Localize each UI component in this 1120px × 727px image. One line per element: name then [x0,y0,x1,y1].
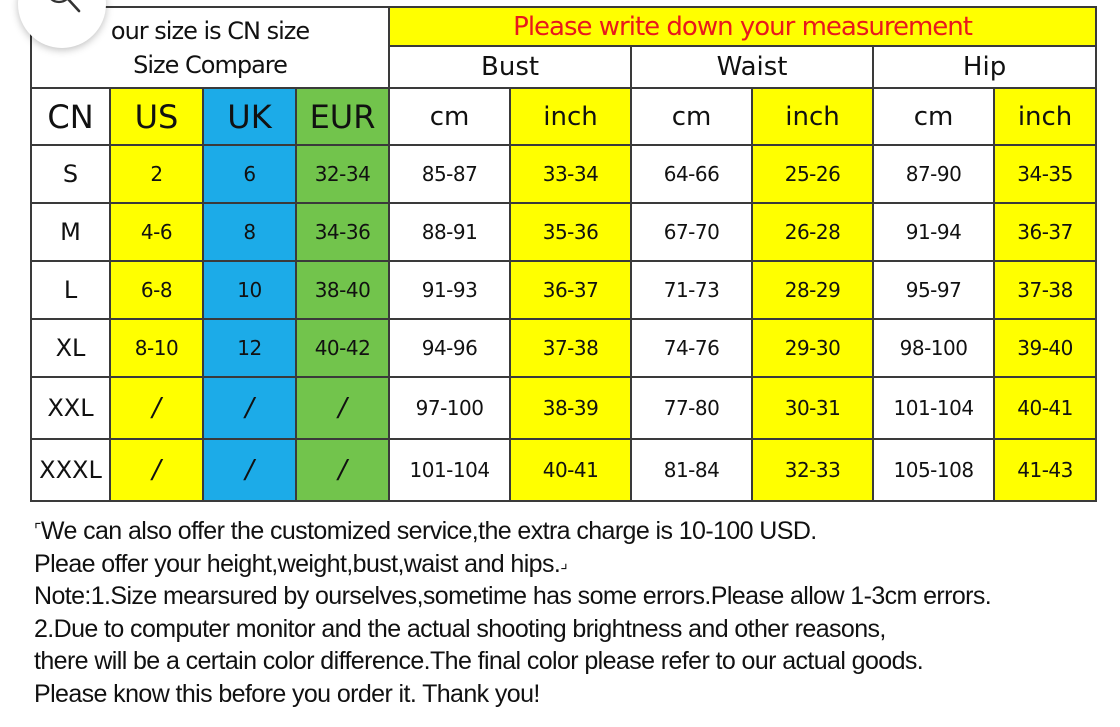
bust-inch-cell: 35-36 [510,203,631,261]
bust-cm-cell: 91-93 [389,261,510,319]
cn-size-cell: M [31,203,110,261]
waist-cm-cell: 77-80 [631,377,752,439]
eur-size-cell: 34-36 [296,203,389,261]
us-size-cell: / [110,377,203,439]
bust-inch-cell: 33-34 [510,145,631,203]
waist-inch-cell: 28-29 [752,261,873,319]
col-header-us: US [110,88,203,145]
table-row [31,145,1096,203]
waist-inch-cell: 25-26 [752,145,873,203]
notes-block [34,515,1104,710]
col-header-hip-cm: cm [873,88,994,145]
cn-size-note: our size is CN size [110,16,310,45]
hip-cm-cell: 87-90 [873,145,994,203]
eur-size-cell: 40-42 [296,319,389,377]
note-line: Pleae offer your height,weight,bust,waist and hips. ⌟ [34,548,1104,581]
note-line: Please know this before you order it. Thank you! [34,679,540,708]
cn-size-cell: L [31,261,110,319]
column-header-row [31,88,1096,145]
col-header-uk: UK [203,88,296,145]
uk-size-cell: 6 [203,145,296,203]
table-row [31,261,1096,319]
table-row [31,319,1096,377]
size-chart-table [30,6,1097,502]
bust-cm-cell: 88-91 [389,203,510,261]
us-size-cell: 8-10 [110,319,203,377]
table-row [31,377,1096,439]
bust-cm-cell: 85-87 [389,145,510,203]
bust-header: Bust [389,46,631,88]
hip-inch-cell: 36-37 [994,203,1096,261]
uk-size-cell: 8 [203,203,296,261]
uk-size-cell: / [203,439,296,501]
bust-inch-cell: 38-39 [510,377,631,439]
eur-size-cell: / [296,439,389,501]
waist-cm-cell: 81-84 [631,439,752,501]
waist-cm-cell: 64-66 [631,145,752,203]
col-header-waist-inch: inch [752,88,873,145]
hip-cm-cell: 95-97 [873,261,994,319]
waist-inch-cell: 32-33 [752,439,873,501]
waist-cm-cell: 74-76 [631,319,752,377]
col-header-bust-cm: cm [389,88,510,145]
bust-cm-cell: 97-100 [389,377,510,439]
col-header-waist-cm: cm [631,88,752,145]
eur-size-cell: 38-40 [296,261,389,319]
table-row [31,203,1096,261]
waist-inch-cell: 26-28 [752,203,873,261]
bust-cm-cell: 94-96 [389,319,510,377]
eur-size-cell: 32-34 [296,145,389,203]
cn-size-cell: XXXL [31,439,110,501]
col-header-cn: CN [31,88,110,145]
note-line: ⌜ We can also offer the customized service,the extra charge is 10-100 USD. [34,515,1104,548]
cn-size-cell: XXL [31,377,110,439]
table-row [31,439,1096,501]
hip-cm-cell: 98-100 [873,319,994,377]
us-size-cell: 4-6 [110,203,203,261]
col-header-eur: EUR [296,88,389,145]
col-header-bust-inch: inch [510,88,631,145]
eur-size-cell: / [296,377,389,439]
us-size-cell: 6-8 [110,261,203,319]
hip-inch-cell: 40-41 [994,377,1096,439]
waist-header: Waist [631,46,873,88]
uk-size-cell: 10 [203,261,296,319]
bust-inch-cell: 37-38 [510,319,631,377]
us-size-cell: 2 [110,145,203,203]
hip-cm-cell: 105-108 [873,439,994,501]
hip-inch-cell: 41-43 [994,439,1096,501]
hip-inch-cell: 34-35 [994,145,1096,203]
measurement-title: Please write down your measurement [389,7,1096,46]
hip-inch-cell: 37-38 [994,261,1096,319]
hip-cm-cell: 91-94 [873,203,994,261]
cn-size-cell: S [31,145,110,203]
bust-cm-cell: 101-104 [389,439,510,501]
uk-size-cell: 12 [203,319,296,377]
note-line: 2.Due to computer monitor and the actual shooting brightness and other reasons, [34,614,886,643]
bust-inch-cell: 40-41 [510,439,631,501]
hip-inch-cell: 39-40 [994,319,1096,377]
hip-cm-cell: 101-104 [873,377,994,439]
us-size-cell: / [110,439,203,501]
uk-size-cell: / [203,377,296,439]
waist-cm-cell: 67-70 [631,203,752,261]
waist-cm-cell: 71-73 [631,261,752,319]
note-line: there will be a certain color difference.The final color please refer to our actual goods. [34,647,924,675]
cn-size-cell: XL [31,319,110,377]
zoom-in-icon [44,0,84,36]
size-compare-label: Size Compare [133,50,287,79]
waist-inch-cell: 30-31 [752,377,873,439]
hip-header: Hip [873,46,1096,88]
bust-inch-cell: 36-37 [510,261,631,319]
note-line: Note:1.Size mearsured by ourselves,sometime has some errors.Please allow 1-3cm errors. [34,582,992,610]
col-header-hip-inch: inch [994,88,1096,145]
waist-inch-cell: 29-30 [752,319,873,377]
